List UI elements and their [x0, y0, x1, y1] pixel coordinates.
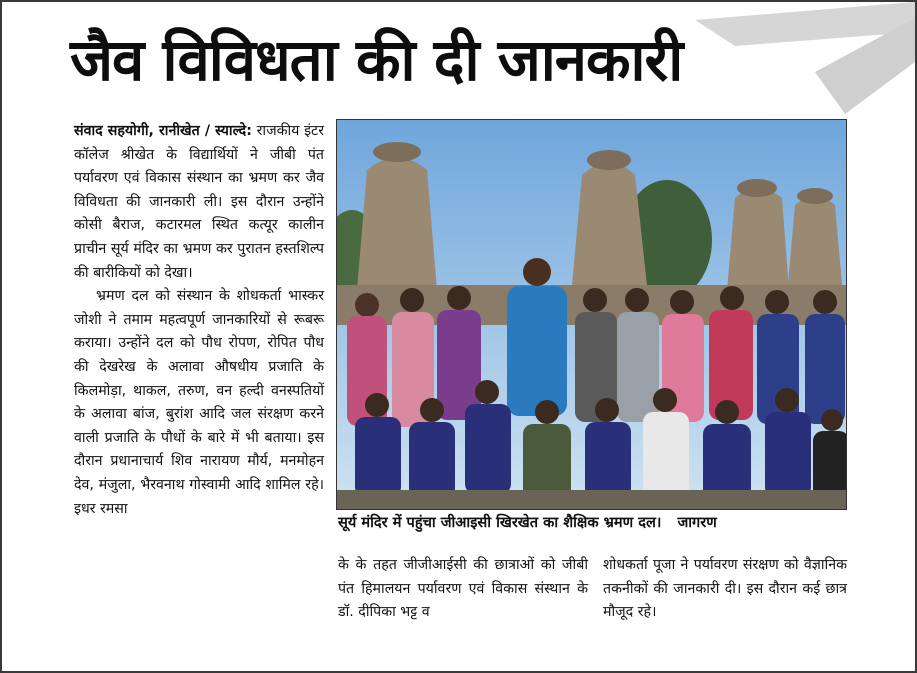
- article-column-1: [74, 120, 324, 521]
- photo-caption: सूर्य मंदिर में पहुंचा जीआइसी खिरखेत का शैक्षिक भ्रमण दल।: [338, 514, 662, 531]
- article-paragraph-2: भ्रमण दल को संस्थान के शोधकर्ता भास्कर जोशी ने तमाम महत्वपूर्ण जानकारियों से रूबरू कराया। उन्होंने दल को पौध रोपण, रोपित पौध की देखरेख के अलावा औषधीय प्रजाति के किलमोड़ा, थाकल, तरुण, वन हल्दी वनस्पतियों के अलावा बांज, बुरांश आदि जल संरक्षण करने वाली प्रजाति के पौधों के बारे में भी बताया। इस दौरान प्रधानाचार्य शिव नारायण मौर्य, मनमोहन देव, मंजुला, भैरवनाथ गोस्वामी आदि शामिल रहे। इधर रमसा: [74, 288, 324, 517]
- column-3-text: शोधकर्ता पूजा ने पर्यावरण संरक्षण को वैज्ञानिक तकनीकों की जानकारी दी। इस दौरान कई छात्र मौजूद रहे।: [603, 557, 847, 620]
- photo-credit: जागरण: [677, 514, 717, 531]
- article-column-2: [338, 554, 588, 625]
- group-photo-at-sun-temple: [337, 120, 846, 509]
- paragraph-1-text: राजकीय इंटर कॉलेज श्रीखेत के विद्यार्थियों ने जीबी पंत पर्यावरण एवं विकास संस्थान का भ्रमण कर जैव विविधता की जानकारी ली। इस दौरान उन्होंने कोसी बैराज, कटारमल स्थित कत्यूर कालीन प्राचीन सूर्य मंदिर का भ्रमण कर पुरातन हस्तशिल्प की बारीकियों को देखा।: [74, 123, 325, 281]
- headline: जैव विविधता की दी जानकारी: [70, 26, 683, 94]
- photo-caption-line: [338, 512, 845, 534]
- news-photo: [336, 119, 847, 510]
- dateline: संवाद सहयोगी, रानीखेत / स्याल्दे:: [74, 123, 252, 139]
- article-column-3: [603, 554, 847, 625]
- column-2-text: के के तहत जीजीआईसी की छात्राओं को जीबी पंत हिमालयन पर्यावरण एवं विकास संस्थान के डॉ. दीपिका भट्ट व: [338, 557, 588, 620]
- article-paragraph-1: [74, 120, 324, 285]
